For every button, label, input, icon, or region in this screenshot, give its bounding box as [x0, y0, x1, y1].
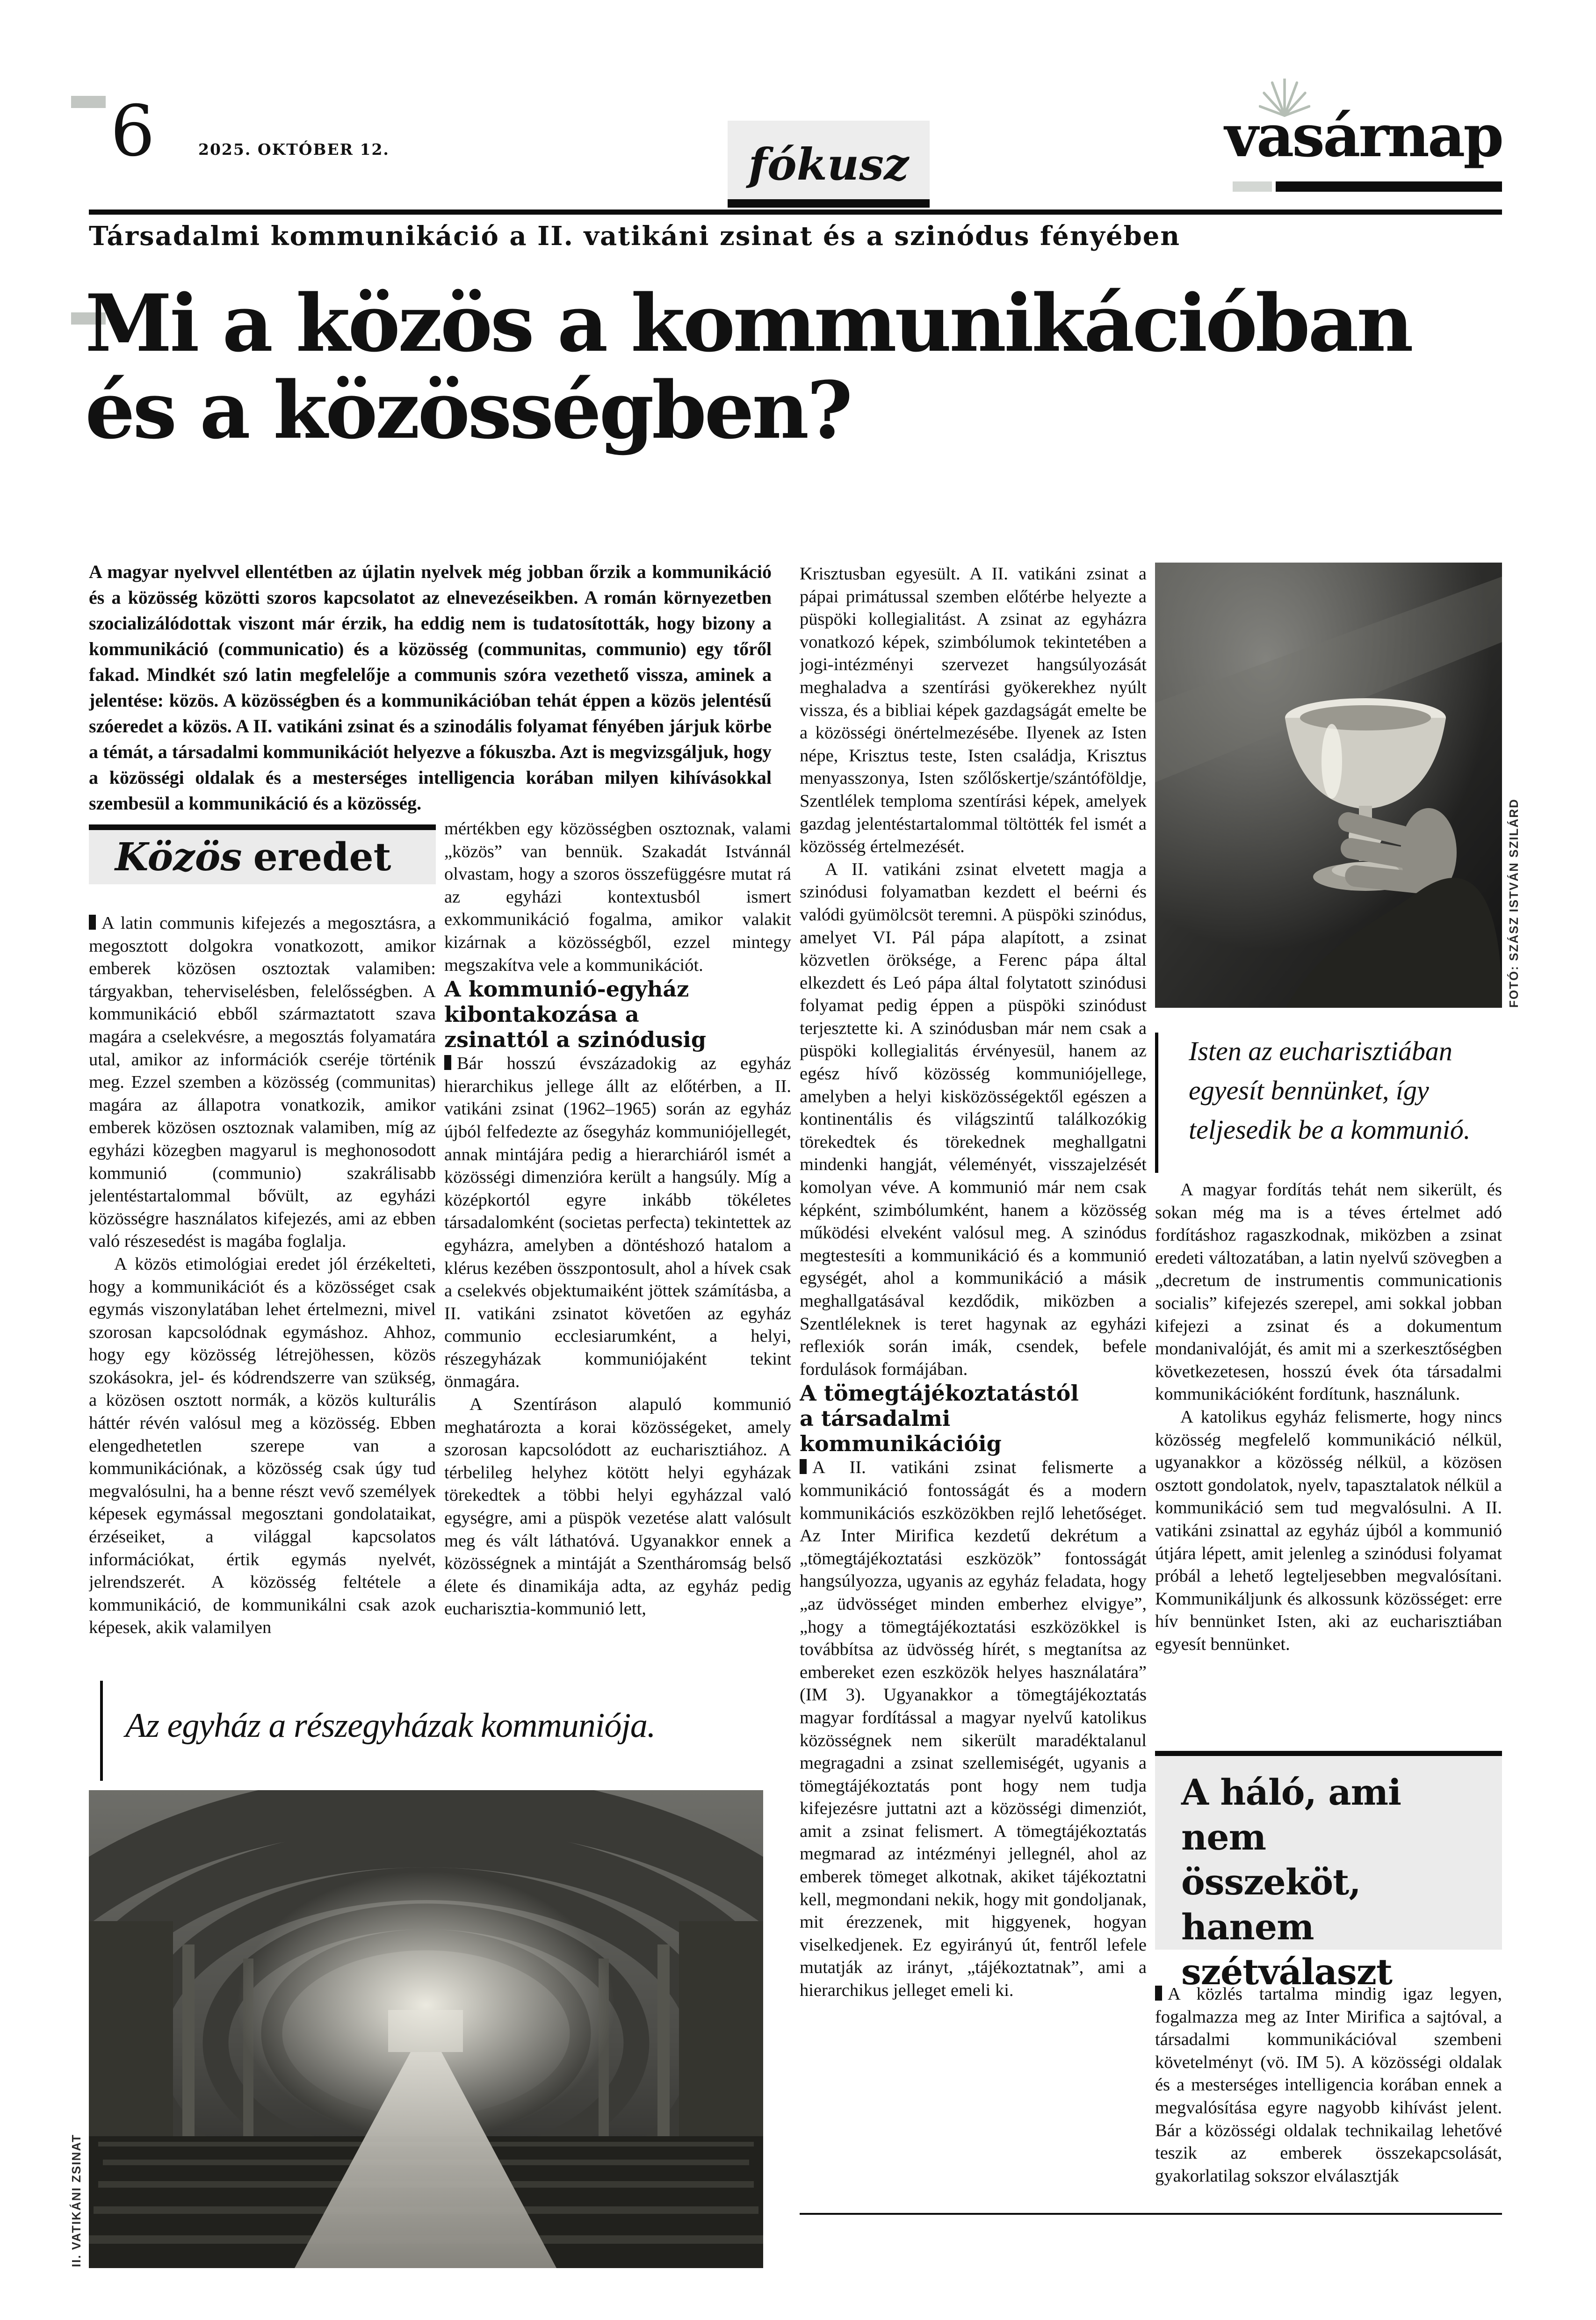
subhead-tomegtajekoztatas: A tömegtájékoztatástól a társadalmi kommunikációig: [800, 1380, 1079, 1457]
paragraph: Krisztusban egyesült. A II. vatikáni zsinat a pápai primátussal szemben előtérbe helyezte a püspöki kollegialitást. A zsinat az egyházra vonatkozó képek, szimbólumok tekintetében a jogi-intézményi szervezet hangsúlyozását meghaladva a szentírási gyökerekhez nyúlt vissza, és a bibliai képek gazdagságát emelte be a közösségi önértelmezésébe. Ilyenek az Isten népe, Krisztus teste, Isten családja, Krisztus menyasszonya, Isten szőlőskertje/szántóföldje, Szentlélek temploma szentírási képek, amelyek gazdag jelentéstartalommal töltötték fel ismét a közösség értelmezését.: [800, 564, 1147, 857]
paragraph-text: A II. vatikáni zsinat felismerte a kommunikáció fontosságát és a modern kommunikációs eszközökben rejlő lehetőséget. Az Inter Mirifica kezdetű dekrétum a „tömegtájékoztatási eszközök” fontosságát hangsúlyozza, ugyanis az egyház feladata, hogy „az üdvösséget minden emberhez elvigye”, „hogy a tömegtájékoztatási eszközökkel is továbbítsa az üdvösség hírét, s megtanítsa az embereket ezen eszközök helyes használatára” (IM 3). Ugyanakkor a tömegtájékoztatás magyar fordítással a magyar nyelvű katolikus közösségnek nem sikerült maradéktalanul megragadni a zsinat szellemiségét, ugyanis a tömegtájékoztatás pont hogy nem tudja kifejezésre juttatni azt a közösségi dimenziót, amit a zsinat felismert. A tömegtájékoztatás megmarad az intézményi jellegnél, ahol az emberek tömeget alkotnak, akiket tájékoztatni kell, megmondani nekik, hogy mit gondoljanak, mit érezzenek, mit higgyenek, hogyan viselkedjenek. Ez egyirányú út, fentről lefele mutatják az irányt, „tájékoztatnak”, ami a hierarchikus jelleget emeli ki.: [800, 1458, 1147, 2001]
headline: Mi a közös a kommunikációban és a közösségben?: [85, 277, 1411, 456]
section-heading-rule: [89, 824, 436, 830]
subhead-kommunio-egyhaz: A kommunió-egyház kibontakozása a zsinattól a szinódusig: [444, 976, 706, 1053]
kicker: Társadalmi kommunikáció a II. vatikáni zsinat és a szinódus fényében: [89, 221, 1181, 252]
paragraph: [89, 912, 436, 1253]
column-4-upper: [1155, 1178, 1502, 1697]
section-label-box: [728, 121, 930, 199]
pull-quote-bar: [1155, 1033, 1158, 1173]
corner-tick-top: [71, 96, 106, 108]
masthead-underline-gray: [1233, 181, 1272, 192]
paragraph: mértékben egy közösségben osztoznak, valami „közös” van bennük. Szakadát Istvánnál olvastam, hogy a szoros összefüggésre mutat rá az egyházi kontextusból ismert exkommunikáció fogalma, amikor valakit kizárnak a közösségből, ezzel mintegy megszakítva vele a kommunikációt.: [444, 819, 791, 975]
paragraph-text: Bár hosszú évszázadokig az egyház hierarchikus jellege állt az előtérben, a II. vatikáni zsinat (1962–1965) során az egyház újból felfedezte az ősegyház kommuniójellegét, annak mintájára pedig a hierarchiáról ismét a közösségi dimenzióra került a hangsúly. Míg a középkortól egyre inkább tökéletes társadalomként (societas perfecta) tekintettek az egyházra, amelyben a döntéshozó hatalom a klérus kezében összpontosult, ahol a hívek csak a cselekvés objektumaiként jöttek számításba, a II. vatikáni zsinatot követően az egyház communio ecclesiarumként, a helyi, részegyházak kommuniójaként tekint önmagára.: [444, 1054, 791, 1392]
chalice-photo: [1155, 563, 1502, 1008]
paragraph: A Szentíráson alapuló kommunió meghatározta a korai közösségeket, amely szorosan kapcsolódott az eucharisztiához. A térbelileg helyhez kötött helyi egyházak törekedtek a többi helyi egyházzal való egységre, ami a püspök vezetése alatt valósult meg és vált láthatóvá. Ugyanakkor ennek a közösségnek a mintáját a Szentháromság belső élete és dinamikája adta, az egyház pedig eucharisztia-kommunió lett,: [444, 1395, 791, 1619]
masthead-logo: vasárnap: [1224, 102, 1502, 170]
paragraph-marker-icon: [89, 915, 96, 930]
paragraph: A II. vatikáni zsinat elvetett magja a szinódusi folyamatban kezdett el beérni és valódi gyümölcsöt teremni. A püspöki szinódus, amelyet VI. Pál pápa alapított, a zsinat közvetlen öröksége, a Ferenc pápa által elkezdett és Leó pápa által folytatott szinódusi folyamat pedig éppen a püspöki szinódust terjesztette ki. A szinódusban már nem csak a püspöki kollegialitás érvényesül, hanem az egész hívő közösség kommuniójellege, amelyben a helyi kisközösségektől egészen a kontinentális és világszintű találkozókig törekedtek és törekednek meghallgatni mindenki hangját, véleményét, visszajelzését komolyan véve. A kommunió már nem csak képként, szimbólumként, hanem a közösség működési elveként valósul meg. A szinódus megtestesíti a kommunikáció és a kommunió egységét, ahol a kommunikáció a másik meghallgatásával kezdődik, miközben a Szentléleknek is teret hagynak az egyházi reflexiók során imák, csendek, befele fordulások formájában.: [800, 859, 1147, 1379]
paragraph: [444, 1052, 791, 1393]
page-number: 6: [110, 91, 155, 172]
lead-paragraph: A magyar nyelvvel ellentétben az újlatin nyelvek még jobban őrzik a kommunikáció és a közösség közötti szoros kapcsolatot az elnevezéseikben. A román környezetben szocializálódottak viszont már érzik, ha eddig nem is tudatosították, hogy bizony a kommunikáció (communicatio) és a közösség (communitas, communio) egy tőről fakad. Mindkét szó latin megfelelője a communis szóra vezethető vissza, aminek a jelentése: közös. A közösségben és a kommunikációban tehát éppen a közös jelentésű szóeredet a közös. A II. vatikáni zsinat és a szinodális folyamat fényében járjuk körbe a témát, a társadalmi kommunikációt helyezve a fókuszba. Azt is megvizsgáljuk, hogy a közösségi oldalak és a mesterséges intelligencia korában milyen kihívásokkal szembesül a kommunikáció és a közösség.: [89, 561, 772, 814]
paragraph: [1155, 1983, 1502, 2187]
column-2: [444, 817, 791, 1713]
kicker-top-rule: [89, 210, 1502, 215]
box-heading-halo: [1155, 1756, 1502, 1993]
photo-credit-bottom: II. VATIKÁNI ZSINAT: [69, 2134, 83, 2267]
box-heading-rule: [1155, 1751, 1502, 1756]
caption-bar: [100, 1681, 103, 1781]
section-label: fókusz: [748, 139, 909, 191]
paragraph-marker-icon: [1155, 1986, 1162, 2001]
paragraph-text: A latin communis kifejezés a megosztásra, a megosztott dolgokra vonatkozott, amikor emberek közösen osztoztak valamiben: tárgyakban, teherviselésben, felelősségben. A kommunikáció ebből származtatott szava magára a cselekvésre, a megosztás folyamatára utal, amikor az információk cseréje történik meg. Ezzel szemben a közösség (communitas) magára az állapotra vonatkozik, amikor emberek közösen osztoznak valamiben, míg az egyházi közegben magyarul is meghonosodott kommunió (communio) szakrálisabb jelentéstartalommal bővült, az egyházi közösségre használatos kifejezés, ami az ebben való részesedést is magába foglalja.: [89, 913, 436, 1251]
paragraph-marker-icon: [800, 1459, 807, 1474]
paragraph: A katolikus egyház felismerte, hogy nincs közösség megfelelő kommunikáció nélkül, ugyanakkor a közösség nélkül, a közösen osztott gondolatok, nyelv, tapasztalatok nélkül a kommunikáció sem tud megvalósulni. A II. vatikáni zsinattal az egyház újból a kommunió útjára lépett, amit jelenleg a szinódusi folyamat próbál a lehető legteljesebben megvalósítani. Kommunikáljunk és alkossunk közösséget: erre hív bennünket Isten, aki az eucharisztiában egyesít bennünket.: [1155, 1407, 1502, 1654]
paragraph-marker-icon: [444, 1055, 451, 1070]
masthead-underline: [1276, 181, 1502, 192]
column-4-lower: [1155, 1983, 1502, 2200]
paragraph: [800, 1456, 1147, 2002]
section-heading-italic: Közös: [115, 835, 242, 880]
box-heading-text: A háló, ami nem összeköt, hanem szétválaszt: [1181, 1771, 1401, 1993]
paragraph-text: A közlés tartalma mindig igaz legyen, fogalmazza meg az Inter Mirifica a sajtóval, a társadalmi kommunikációval szembeni követelményt (vö. IM 5). A közösségi oldalak és a mesterséges intelligencia korában ennek a megvalósítása egyre nagyobb kihívást jelent. Bár a közösségi oldalak technikailag lehetővé teszik az emberek összekapcsolását, gyakorlatilag sokszor elválasztják: [1155, 1984, 1502, 2186]
paragraph: A közös etimológiai eredet jól érzékelteti, hogy a kommunikációt és a közösséget csak egymás viszonylatában lehet értelmezni, mivel szorosan kapcsolódnak egymáshoz. Ahhoz, hogy egy közösség létrejöhessen, közös szokásokra, jel- és kódrendszerre van szükség, a közösen osztott normák, a közös kulturális háttér révén valósul meg a közösség. Ebben elengedhetetlen szerepe van a kommunikációnak, a közösség csak úgy tud megvalósulni, ha a benne részt vevő személyek képesek egymással megosztani gondolataikat, érzéseiket, a világgal kapcsolatos információkat, értik egymás nyelvét, jelrendszerét. A közösség feltétele a kommunikáció, de kommunikálni csak azok képesek, akik valamilyen: [89, 1254, 436, 1638]
article-end-rule: [800, 2213, 1502, 2215]
column-1: [89, 912, 436, 1667]
section-label-underline: [728, 199, 930, 208]
photo-caption: Az egyház a részegyházak kommuniója.: [125, 1706, 656, 1745]
page-date: 2025. OKTÓBER 12.: [198, 140, 390, 159]
section-heading-kozos-eredet: [89, 830, 436, 884]
pull-quote: Isten az eucharisztiában egyesít bennünket, így teljesedik be a kommunió.: [1189, 1036, 1471, 1145]
section-heading-rest: eredet: [253, 835, 391, 880]
council-photo: [89, 1790, 763, 2268]
paragraph: A magyar fordítás tehát nem sikerült, és sokan még ma is a téves értelmet adó fordításhoz ragaszkodnak, miközben a zsinat eredeti változatában, a latin nyelvű szövegben a „decretum de instrumentis communicationis socialis” kifejezés szerepel, ami sokkal jobban kifejezi a zsinat és a dokumentum mondanivalóját, és amit mi a szerkesztőségben következetesen, hosszú évek óta társadalmi kommunikációként fordítunk, használunk.: [1155, 1180, 1502, 1404]
column-3: [800, 563, 1147, 2128]
photo-credit-top: FOTÓ: SZÁSZ ISTVÁN SZILÁRD: [1507, 798, 1521, 1008]
